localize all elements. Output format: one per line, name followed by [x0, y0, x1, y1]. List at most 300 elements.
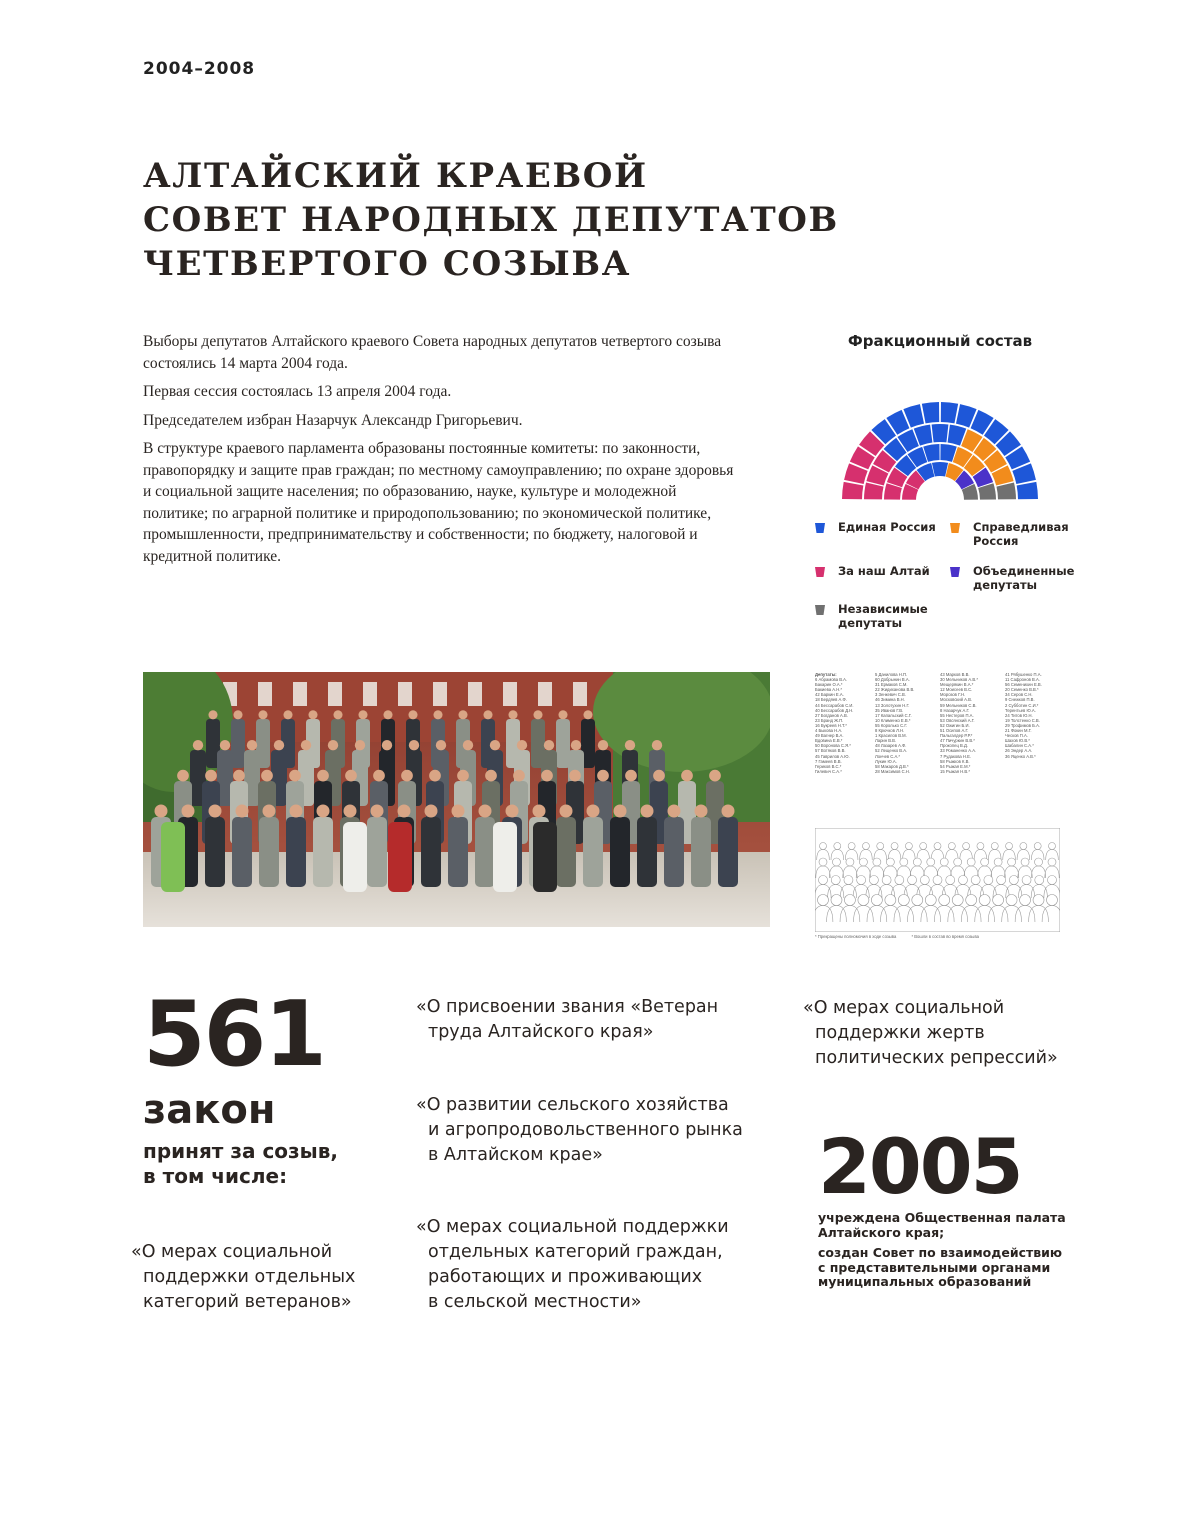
silhouette-head	[927, 858, 935, 866]
key-entry: 23 Бранд Ж.П.	[815, 717, 844, 723]
legend-label-sr: Справедливая Россия	[973, 520, 1069, 548]
silhouette-head	[877, 843, 884, 850]
law-veterans-line: «О мерах социальной	[131, 1242, 333, 1262]
person-head	[263, 805, 276, 818]
person-head	[490, 740, 500, 750]
law-rural-support-line: отдельных категорий граждан,	[428, 1242, 723, 1262]
person-head	[463, 740, 473, 750]
intro-paragraph-first-session: Первая сессия состоялась 13 апреля 2004 года.	[143, 383, 452, 400]
silhouette-head	[882, 876, 891, 885]
person-body	[231, 719, 245, 768]
key-column-1	[815, 672, 875, 774]
year-2005-note-council: создан Совет по взаимодействию с представительными органами муниципальных образований	[818, 1245, 1063, 1289]
key-entry: 17 Капальский С.Г.	[875, 712, 912, 718]
person-head	[541, 770, 553, 782]
person-head	[598, 740, 608, 750]
silhouette-head	[844, 895, 855, 906]
person-head	[289, 770, 301, 782]
person-body	[664, 817, 684, 887]
person-head	[355, 740, 365, 750]
silhouette-head	[873, 858, 881, 866]
silhouette-head	[1048, 876, 1057, 885]
laws-count: 561	[143, 982, 325, 1087]
legend-label-od: Объединенные депутаты	[973, 564, 1075, 592]
key-entry: Пальгалдер Р.Р.*	[940, 733, 973, 739]
silhouette-head	[1035, 876, 1044, 885]
silhouette-head	[891, 843, 898, 850]
legend-label-er: Единая Россия	[838, 520, 936, 534]
key-entry: Шабалин С.А.*	[1005, 743, 1034, 749]
silhouette-head	[981, 858, 989, 866]
person-head	[220, 740, 230, 750]
key-entry: 48 Лазарев А.Ф.	[875, 743, 907, 749]
photo-silhouette-key	[815, 828, 1060, 932]
person-head	[247, 740, 257, 750]
silhouette-head	[1022, 876, 1031, 885]
key-entry: 24 Титов Ю.Н.	[1005, 712, 1033, 718]
person-head	[398, 805, 411, 818]
key-entry: 46 Зимина В.Н.	[875, 697, 905, 703]
key-entry: 3 Зенкевич С.В.	[875, 692, 906, 698]
law-rural-support	[416, 1215, 729, 1315]
key-entry: 29 Трофимов Б.А.	[1005, 722, 1041, 728]
person-head	[409, 740, 419, 750]
footnote-right: * Вошли в состав во время созыва	[911, 934, 979, 939]
person-head	[558, 710, 567, 719]
person-front	[388, 822, 412, 892]
title-line-1: АЛТАЙСКИЙ КРАЕВОЙ	[143, 156, 648, 196]
person-head	[614, 805, 627, 818]
person-head	[233, 710, 242, 719]
page-title	[143, 154, 839, 286]
law-labor-veteran	[416, 995, 718, 1045]
key-entry: 26 Эндер А.А.	[1005, 748, 1033, 754]
law-agriculture-line: «О развитии сельского хозяйства	[416, 1095, 729, 1115]
person-body	[691, 817, 711, 887]
silhouette-head	[1021, 858, 1029, 866]
person-head	[208, 710, 217, 719]
person-head	[652, 740, 662, 750]
silhouette-head	[963, 843, 970, 850]
person-head	[205, 770, 217, 782]
key-entry: 43 Марков В.В.	[940, 672, 970, 677]
key-entry: 36 Яценко А.В.*	[1005, 753, 1036, 759]
years-label: 2004–2008	[143, 59, 256, 79]
seat	[842, 482, 863, 499]
silhouette-head	[966, 895, 977, 906]
law-agriculture	[416, 1093, 743, 1168]
person-body	[205, 817, 225, 887]
silhouette-head	[954, 858, 962, 866]
silhouette-head	[844, 876, 853, 885]
silhouette-head	[831, 895, 842, 906]
silhouette-head	[991, 843, 998, 850]
key-entry: 44 Бессарабов С.И.	[815, 702, 854, 708]
silhouette-head	[984, 876, 993, 885]
person-head	[301, 740, 311, 750]
silhouette-head	[832, 858, 840, 866]
intro-paragraph-chairman: Председателем избран Назарчук Александр Григорьевич.	[143, 411, 523, 429]
intro-text	[143, 331, 743, 574]
silhouette-head	[862, 843, 869, 850]
key-column-4	[1005, 672, 1065, 759]
law-repressions-line: поддержки жертв	[815, 1023, 985, 1043]
silhouette-head	[834, 843, 841, 850]
person-head	[261, 770, 273, 782]
key-entry: Терентьев Ю.А.	[1005, 707, 1036, 713]
silhouette-head	[979, 895, 990, 906]
silhouette-head	[912, 895, 923, 906]
person-body	[637, 817, 657, 887]
key-entry: 20 Семенко В.В.*	[1005, 687, 1039, 693]
silhouette-head	[971, 876, 980, 885]
legend-label-zna: За наш Алтай	[838, 564, 930, 578]
key-entry: 60 Добрынин В.А.	[875, 677, 910, 683]
silhouette-head	[933, 876, 942, 885]
key-entry: 4 Быкова Н.А.	[815, 728, 843, 734]
silhouette-head	[977, 843, 984, 850]
key-entry: Бакиева А.Н.*	[815, 687, 843, 693]
person-head	[274, 740, 284, 750]
key-entry: 12 Моисеев В.С.	[940, 687, 973, 693]
key-column-3	[940, 672, 1000, 774]
key-entry: 59 Мельников С.В.	[940, 702, 977, 708]
silhouette-head	[920, 876, 929, 885]
person-head	[533, 710, 542, 719]
silhouette-head	[819, 876, 828, 885]
silhouette-head	[885, 895, 896, 906]
person-head	[333, 710, 342, 719]
key-entry: 7 Рудакова Н.Е.	[940, 753, 972, 759]
silhouette-head	[993, 895, 1004, 906]
silhouette-head	[967, 858, 975, 866]
silhouette-head	[1009, 876, 1018, 885]
silhouette-head	[948, 843, 955, 850]
person-head	[587, 805, 600, 818]
person-head	[177, 770, 189, 782]
silhouette-head	[1047, 895, 1058, 906]
person-head	[695, 805, 708, 818]
key-entry: 51 Осипов А.Г.	[940, 728, 969, 734]
key-entry: 45 Гаврилов А.Ю.	[815, 753, 850, 759]
person-head	[560, 805, 573, 818]
person-head	[506, 805, 519, 818]
law-agriculture-line: и агропродовольственного рынка	[428, 1120, 743, 1140]
silhouette-head	[1006, 895, 1017, 906]
silhouette-head	[940, 858, 948, 866]
person-head	[236, 805, 249, 818]
person-front	[493, 822, 517, 892]
person-head	[533, 805, 546, 818]
person-head	[597, 770, 609, 782]
person-body	[313, 817, 333, 887]
person-head	[425, 805, 438, 818]
title-line-3: ЧЕТВЕРТОГО СОЗЫВА	[143, 244, 632, 284]
person-head	[344, 805, 357, 818]
silhouette-head	[858, 895, 869, 906]
person-head	[317, 770, 329, 782]
key-entry: 16 Букреев Н.Т.*	[815, 722, 847, 728]
person-head	[155, 805, 168, 818]
key-entry: 19 Толстенко С.В.	[1005, 717, 1040, 723]
law-veterans	[131, 1240, 355, 1315]
key-entry: 21 Фокин М.Г.	[1005, 728, 1032, 734]
key-entry: 35 Иванов Г.В.	[875, 707, 904, 713]
law-repressions-line: политических репрессий»	[815, 1048, 1058, 1068]
silhouette-head	[1033, 895, 1044, 906]
silhouette-head	[857, 876, 866, 885]
silhouette-head	[1048, 858, 1056, 866]
footnote-left: * Прекращены полномочия в ходе созыва	[815, 934, 897, 939]
person-head	[371, 805, 384, 818]
silhouette-head	[895, 876, 904, 885]
person-head	[328, 740, 338, 750]
person-front	[533, 822, 557, 892]
silhouette-head	[1034, 843, 1041, 850]
silhouette-head	[905, 843, 912, 850]
key-entry: 53 Овсянский А.Г.	[940, 717, 975, 723]
group-photo	[143, 672, 770, 927]
key-entry: Ческов П.А.	[1005, 733, 1028, 739]
silhouette-head	[1049, 843, 1056, 850]
silhouette-head	[994, 858, 1002, 866]
key-entry: 22 Жидиханова В.В.	[875, 687, 915, 693]
silhouette-head	[818, 895, 829, 906]
silhouette-head	[920, 843, 927, 850]
key-entry: Ларин В.В.	[875, 738, 897, 744]
person-head	[544, 740, 554, 750]
law-veterans-line: категорий ветеранов»	[143, 1292, 352, 1312]
person-head	[571, 740, 581, 750]
silhouette-head	[831, 876, 840, 885]
person-head	[458, 710, 467, 719]
person-head	[508, 710, 517, 719]
key-entry: 8 Крючков Л.Н.	[875, 728, 905, 734]
person-head	[483, 710, 492, 719]
person-body	[718, 817, 738, 887]
year-2005-note-chamber: учреждена Общественная палата Алтайского края;	[818, 1210, 1066, 1240]
person-head	[681, 770, 693, 782]
seat	[996, 483, 1016, 500]
silhouette-head	[871, 895, 882, 906]
key-heading: Депутаты:	[815, 672, 837, 677]
key-entry: 52 Ожигин Б.И.	[940, 722, 970, 728]
seat	[922, 402, 939, 423]
silhouette-head	[913, 858, 921, 866]
law-repressions	[803, 996, 1058, 1071]
silhouette-head	[869, 876, 878, 885]
year-2005: 2005	[818, 1122, 1022, 1211]
person-head	[373, 770, 385, 782]
silhouette-head	[848, 843, 855, 850]
silhouette-head	[997, 876, 1006, 885]
key-entry: 30 Мельников А.В.*	[940, 677, 978, 683]
key-entry: 34 Серов С.Н.	[1005, 692, 1033, 698]
silhouette-head	[1035, 858, 1043, 866]
legend-swatch-er	[815, 523, 825, 533]
person-head	[182, 805, 195, 818]
silhouette-head	[900, 858, 908, 866]
key-entry: 52 Лещенко В.А.	[875, 748, 908, 754]
key-entry: 54 Рыжая Е.М.*	[940, 763, 971, 769]
key-entry: 55 Королько С.Г.	[875, 722, 908, 728]
key-entry: Вдовина Е.В.*	[815, 738, 843, 744]
key-entry: 11 Сафронов В.А.	[1005, 677, 1040, 683]
person-head	[722, 805, 735, 818]
person-body	[259, 817, 279, 887]
silhouette-head	[1008, 858, 1016, 866]
key-entry: Гилевич С.А.*	[815, 768, 842, 774]
person-head	[436, 740, 446, 750]
person-head	[408, 710, 417, 719]
person-head	[625, 740, 635, 750]
key-entry: Прокопец В.Д.	[940, 743, 968, 749]
year-2005-notes	[818, 1211, 1068, 1296]
key-entry: 58 Рыжков К.В.	[940, 758, 970, 764]
key-entry: 6 Абрамова В.А.	[815, 677, 848, 683]
title-line-2: СОВЕТ НАРОДНЫХ ДЕПУТАТОВ	[143, 200, 839, 240]
key-entry: 50 Воронова С.Я.*	[815, 743, 851, 749]
person-body	[448, 817, 468, 887]
person-body	[367, 817, 387, 887]
silhouette-head	[925, 895, 936, 906]
person-body	[232, 817, 252, 887]
person-head	[258, 710, 267, 719]
laws-subtitle	[143, 1139, 338, 1189]
person-head	[193, 740, 203, 750]
person-body	[421, 817, 441, 887]
person-head	[479, 805, 492, 818]
key-entry: Лукин Ю.А.	[875, 758, 897, 764]
person-body	[556, 817, 576, 887]
silhouette-head	[1006, 843, 1013, 850]
silhouette-head	[952, 895, 963, 906]
person-front	[343, 822, 367, 892]
intro-paragraph-elections: Выборы депутатов Алтайского краевого Совета народных депутатов четвертого созыва состоялись 14 марта 2004 года.	[143, 333, 722, 372]
legend-swatch-sr	[950, 523, 960, 533]
key-entry: 27 Богданов А.В.	[815, 712, 848, 718]
key-entry: 7 Гамеев В.В.	[815, 758, 842, 764]
person-head	[290, 805, 303, 818]
key-entry: 15 Рыжая Н.В.*	[940, 768, 970, 774]
person-head	[569, 770, 581, 782]
person-head	[383, 710, 392, 719]
person-front	[161, 822, 185, 892]
law-labor-veteran-line: «О присвоении звания «Ветеран	[416, 997, 719, 1017]
law-agriculture-line: в Алтайском крае»	[428, 1145, 603, 1165]
law-veterans-line: поддержки отдельных	[143, 1267, 356, 1287]
seat	[864, 483, 884, 500]
key-entry: Шахов Ю.В.*	[1005, 738, 1030, 744]
person-head	[382, 740, 392, 750]
laws-word: закон	[143, 1087, 276, 1133]
silhouette-head	[898, 895, 909, 906]
law-rural-support-line: работающих и проживающих	[428, 1267, 703, 1287]
person-head	[641, 805, 654, 818]
silhouette-head	[820, 843, 827, 850]
key-entry: 57 Вотяков В.В.	[815, 748, 846, 754]
key-entry: 33 Романенко А.А.	[940, 748, 977, 754]
key-entry: 18 Бердяев А.Ф.	[815, 697, 847, 703]
laws-subtitle-line-2: в том числе:	[143, 1164, 288, 1188]
legend-label-ind: Независимые депутаты	[838, 602, 928, 630]
person-head	[317, 805, 330, 818]
key-entry: 56 Семенихин Е.В.	[1005, 682, 1042, 688]
person-head	[283, 710, 292, 719]
key-entry: 2 Субботин С.И.*	[1005, 702, 1039, 708]
person-head	[401, 770, 413, 782]
laws-subtitle-line-1: принят за созыв,	[143, 1139, 338, 1163]
key-entry: 40 Бессарабов Д.Н.	[815, 707, 854, 713]
key-entry: 58 Макаров Д.В.*	[875, 763, 909, 769]
person-head	[429, 770, 441, 782]
key-entry: 55 Нестеров П.А.	[940, 712, 974, 718]
faction-legend	[815, 520, 1085, 630]
person-head	[209, 805, 222, 818]
legend-swatch-od	[950, 567, 960, 577]
law-rural-support-line: в сельской местности»	[428, 1292, 642, 1312]
faction-hemicycle-chart	[818, 380, 1062, 502]
deputies-key	[815, 672, 1060, 812]
person-body	[583, 817, 603, 887]
key-entry: Морозов Г.Н.	[940, 692, 966, 698]
key-column-2	[875, 672, 935, 774]
key-entry: 49 Вагнер В.А.	[815, 733, 844, 739]
person-body	[475, 817, 495, 887]
silhouette-head	[886, 858, 894, 866]
silhouette-head	[934, 843, 941, 850]
person-head	[485, 770, 497, 782]
silhouette-head	[846, 858, 854, 866]
silhouette-head	[939, 895, 950, 906]
key-entry: 47 Пичуркин В.В.*	[940, 738, 975, 744]
person-head	[345, 770, 357, 782]
legend-swatch-ind	[815, 605, 825, 615]
silhouette-head	[1020, 895, 1031, 906]
seat	[1017, 482, 1038, 499]
key-footnotes	[815, 934, 1060, 939]
key-entry: 5 Данилова Н.П.	[875, 672, 908, 677]
key-entry: Бакарин О.А.*	[815, 682, 843, 688]
person-head	[233, 770, 245, 782]
person-head	[452, 805, 465, 818]
legend-swatch-zna	[815, 567, 825, 577]
key-entry: Лончев С.А.*	[875, 753, 901, 759]
person-head	[668, 805, 681, 818]
person-head	[653, 770, 665, 782]
key-entry: 10 Клименко Е.В.*	[875, 717, 911, 723]
faction-chart-title: Фракционный состав	[847, 332, 1033, 350]
person-head	[517, 740, 527, 750]
person-body	[610, 817, 630, 887]
seat	[932, 462, 948, 477]
key-entry: 28 Максимов С.Н.	[875, 768, 910, 774]
seat	[932, 424, 949, 442]
silhouette-head	[958, 876, 967, 885]
silhouette-head	[859, 858, 867, 866]
silhouette-head	[946, 876, 955, 885]
person-head	[513, 770, 525, 782]
person-head	[709, 770, 721, 782]
key-entry: 31 Ермаков С.М.	[875, 682, 908, 688]
seat	[941, 402, 958, 423]
key-entry: 41 Рябушенко П.А.	[1005, 672, 1042, 677]
person-head	[457, 770, 469, 782]
person-head	[625, 770, 637, 782]
person-head	[583, 710, 592, 719]
key-entry: 42 Баркин Е.А.	[815, 692, 844, 698]
key-entry: Мещерякин В.А.*	[940, 682, 974, 688]
